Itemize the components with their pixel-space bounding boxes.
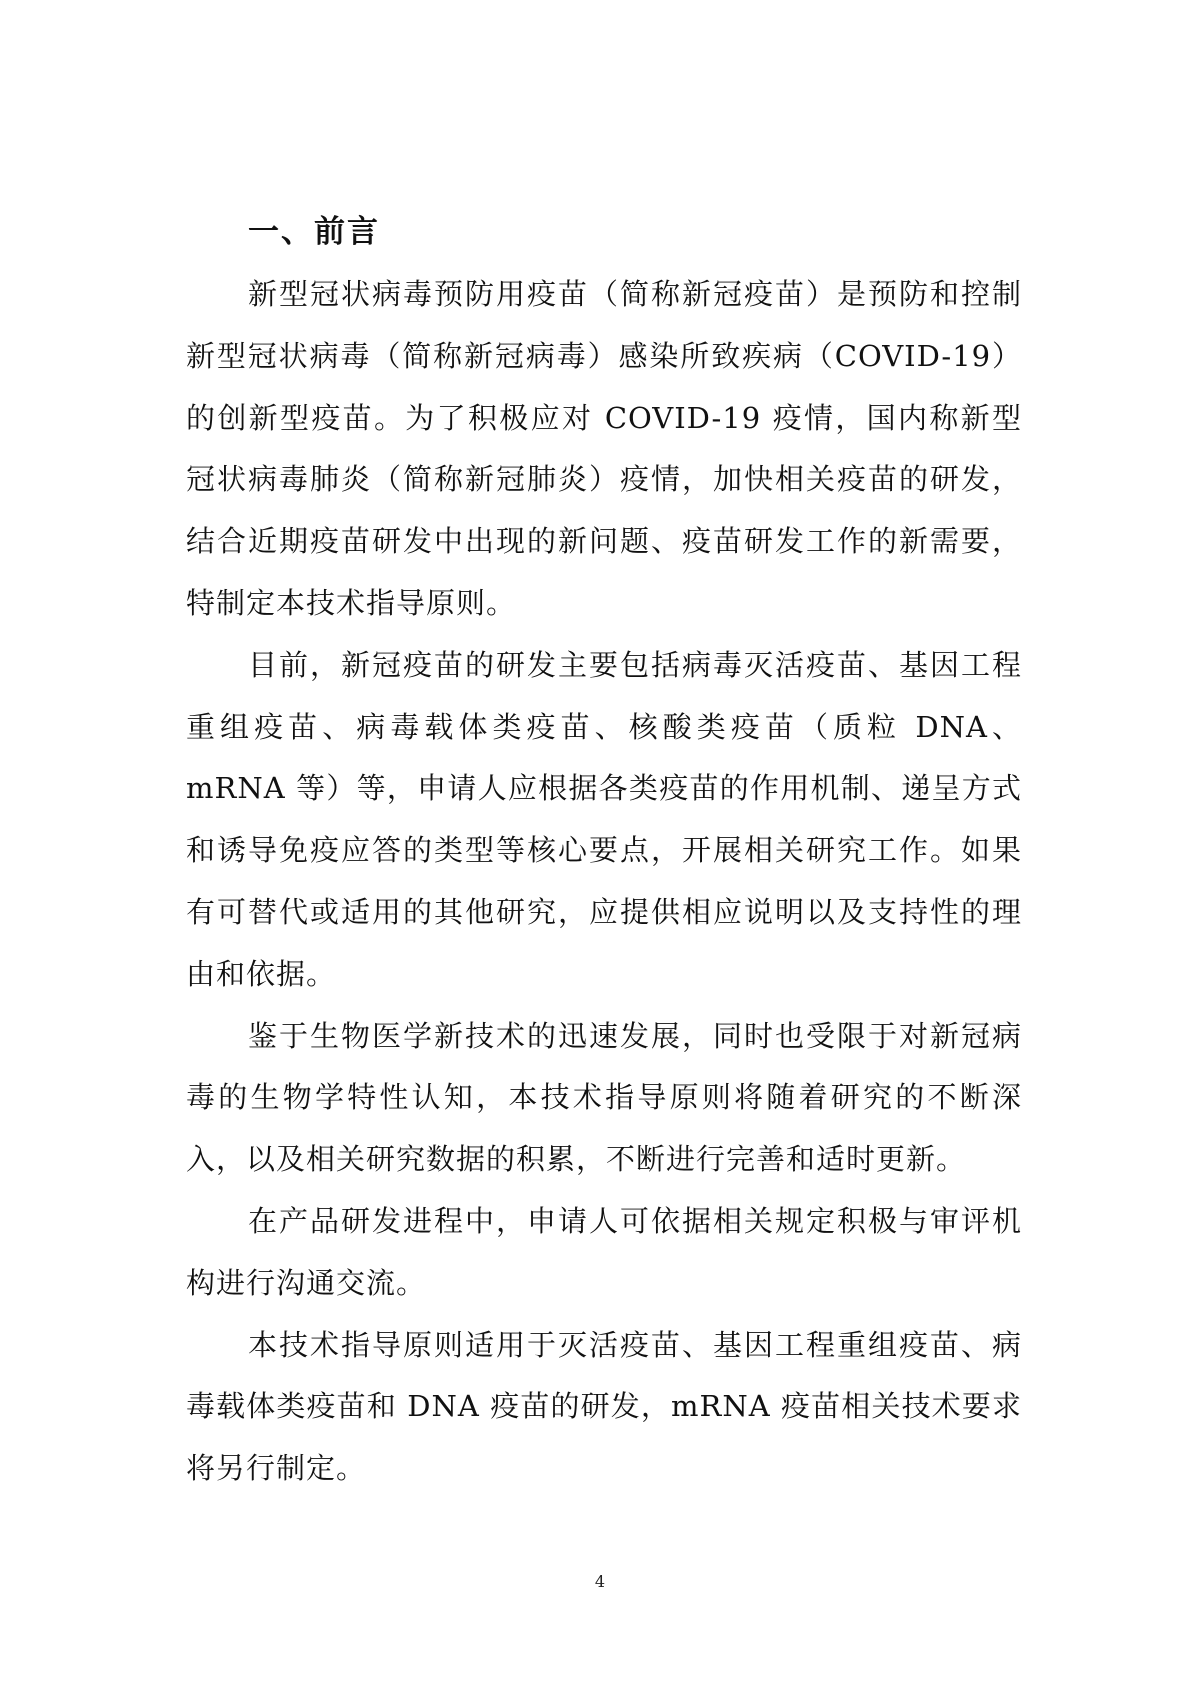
page-number: 4	[594, 1572, 606, 1591]
paragraph-intro: 新型冠状病毒预防用疫苗（简称新冠疫苗）是预防和控制新型冠状病毒（简称新冠病毒）感染所致疾病（COVID-19）的创新型疫苗。为了积极应对 COVID-19 疫情，国内称新型冠状病毒肺炎（简称新冠肺炎）疫情，加快相关疫苗的研发，结合近期疫苗研发中出现的新问题、疫苗研发工作的新需要，特制定本技术指导原则。	[186, 277, 1022, 620]
page-content	[186, 212, 1022, 1500]
section-heading: 一、前言	[248, 214, 380, 250]
paragraph-vaccine-types: 目前，新冠疫苗的研发主要包括病毒灭活疫苗、基因工程重组疫苗、病毒载体类疫苗、核酸类疫苗（质粒 DNA、mRNA 等）等，申请人应根据各类疫苗的作用机制、递呈方式和诱导免疫应答的类型等核心要点，开展相关研究工作。如果有可替代或适用的其他研究，应提供相应说明以及支持性的理由和依据。	[186, 647, 1022, 991]
paragraph-communication: 在产品研发进程中，申请人可依据相关规定积极与审评机构进行沟通交流。	[186, 1203, 1022, 1300]
paragraph-scope: 本技术指导原则适用于灭活疫苗、基因工程重组疫苗、病毒载体类疫苗和 DNA 疫苗的研发，mRNA 疫苗相关技术要求将另行制定。	[186, 1327, 1022, 1486]
paragraph-updates: 鉴于生物医学新技术的迅速发展，同时也受限于对新冠病毒的生物学特性认知，本技术指导原则将随着研究的不断深入，以及相关研究数据的积累，不断进行完善和适时更新。	[186, 1018, 1022, 1177]
